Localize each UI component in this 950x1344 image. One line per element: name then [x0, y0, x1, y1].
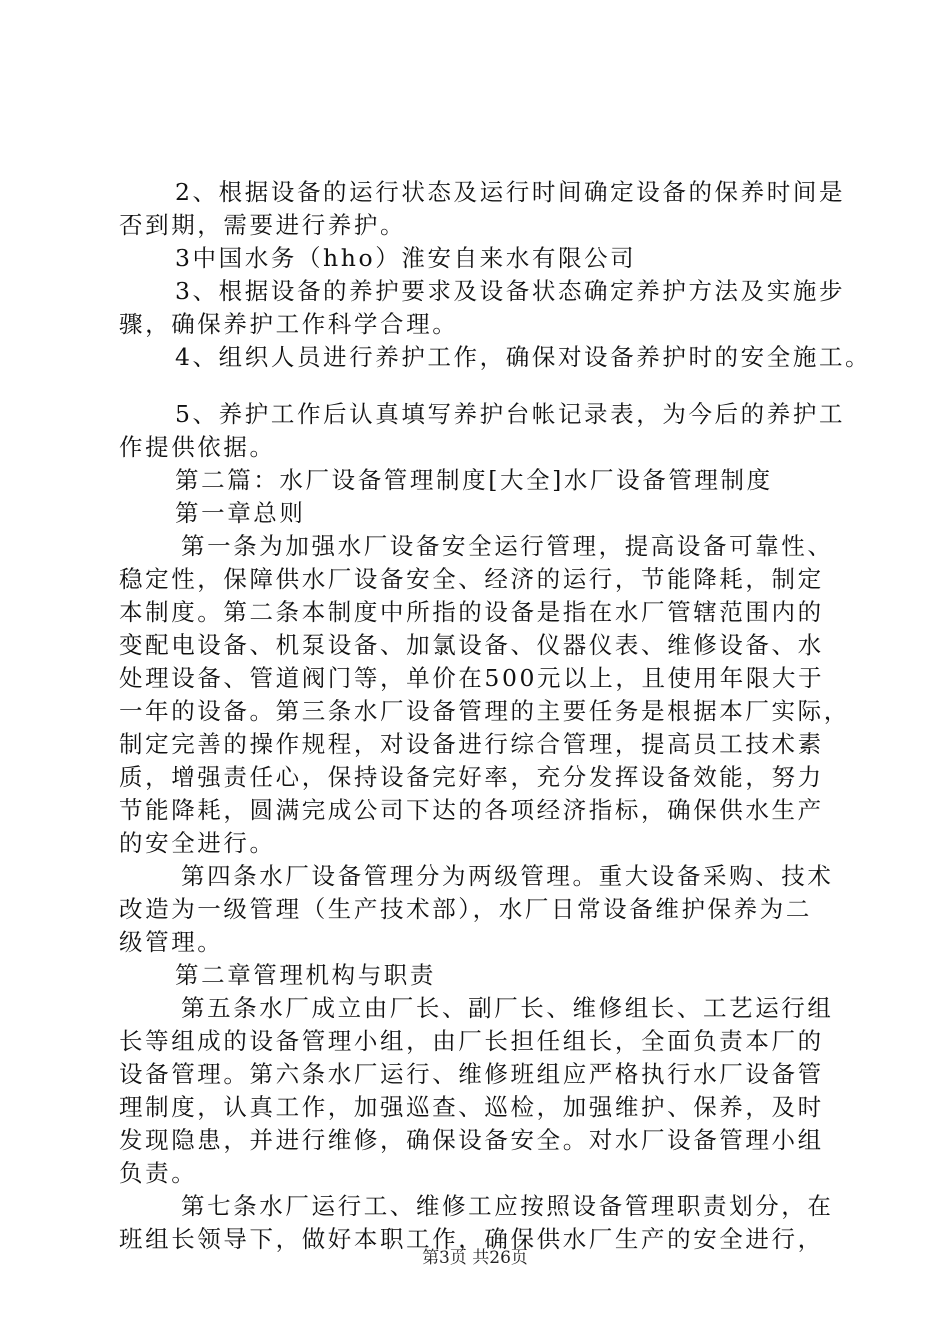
chapter-heading: 第一章总则 — [175, 499, 306, 527]
paragraph-line: 班组长领导下，做好本职工作，确保供水厂生产的安全进行， — [119, 1225, 824, 1253]
paragraph-line: 5、养护工作后认真填写养护台帐记录表，为今后的养护工 — [175, 400, 846, 428]
paragraph-line: 的安全进行。 — [119, 829, 276, 857]
page-footer: 第3页 共26页 — [422, 1248, 528, 1268]
section-heading: 第二篇：水厂设备管理制度[大全]水厂设备管理制度 — [175, 466, 773, 494]
paragraph-line: 2、根据设备的运行状态及运行时间确定设备的保养时间是 — [175, 178, 846, 206]
paragraph-line: 级管理。 — [119, 928, 224, 956]
paragraph-line: 作提供依据。 — [119, 433, 276, 461]
paragraph-line: 处理设备、管道阀门等，单价在500元以上，且使用年限大于 — [119, 664, 825, 692]
paragraph-line: 骤，确保养护工作科学合理。 — [119, 310, 459, 338]
paragraph-line: 第四条水厂设备管理分为两级管理。重大设备采购、技术 — [181, 862, 834, 890]
paragraph-line: 理制度，认真工作，加强巡查、巡检，加强维护、保养，及时 — [119, 1093, 824, 1121]
paragraph-line: 4、组织人员进行养护工作，确保对设备养护时的安全施工。 — [175, 343, 872, 371]
paragraph-gap — [119, 374, 839, 398]
paragraph-line: 负责。 — [119, 1159, 198, 1187]
document-body — [119, 176, 872, 1256]
paragraph-line: 制定完善的操作规程，对设备进行综合管理，提高员工技术素 — [119, 730, 824, 758]
chapter-heading: 第二章管理机构与职责 — [175, 961, 436, 989]
paragraph-line: 第五条水厂成立由厂长、副厂长、维修组长、工艺运行组 — [181, 994, 834, 1022]
paragraph-line: 本制度。第二条本制度中所指的设备是指在水厂管辖范围内的 — [119, 598, 824, 626]
paragraph-line: 3、根据设备的养护要求及设备状态确定养护方法及实施步 — [175, 277, 846, 305]
paragraph-line: 否到期，需要进行养护。 — [119, 211, 407, 239]
paragraph-line: 设备管理。第六条水厂运行、维修班组应严格执行水厂设备管 — [119, 1060, 824, 1088]
paragraph-line: 节能降耗，圆满完成公司下达的各项经济指标，确保供水生产 — [119, 796, 824, 824]
paragraph-line: 变配电设备、机泵设备、加氯设备、仪器仪表、维修设备、水 — [119, 631, 824, 659]
paragraph-line: 第一条为加强水厂设备安全运行管理，提高设备可靠性、 — [181, 532, 834, 560]
paragraph-line: 改造为一级管理（生产技术部），水厂日常设备维护保养为二 — [119, 895, 812, 923]
paragraph-line: 一年的设备。第三条水厂设备管理的主要任务是根据本厂实际， — [119, 697, 850, 725]
paragraph-line: 发现隐患，并进行维修，确保设备安全。对水厂设备管理小组 — [119, 1126, 824, 1154]
paragraph-line: 质，增强责任心，保持设备完好率，充分发挥设备效能，努力 — [119, 763, 824, 791]
paragraph-line: 长等组成的设备管理小组，由厂长担任组长，全面负责本厂的 — [119, 1027, 824, 1055]
paragraph-line: 3中国水务（hho）淮安自来水有限公司 — [175, 244, 637, 272]
paragraph-line: 稳定性，保障供水厂设备安全、经济的运行，节能降耗，制定 — [119, 565, 824, 593]
paragraph-line: 第七条水厂运行工、维修工应按照设备管理职责划分，在 — [181, 1192, 834, 1220]
